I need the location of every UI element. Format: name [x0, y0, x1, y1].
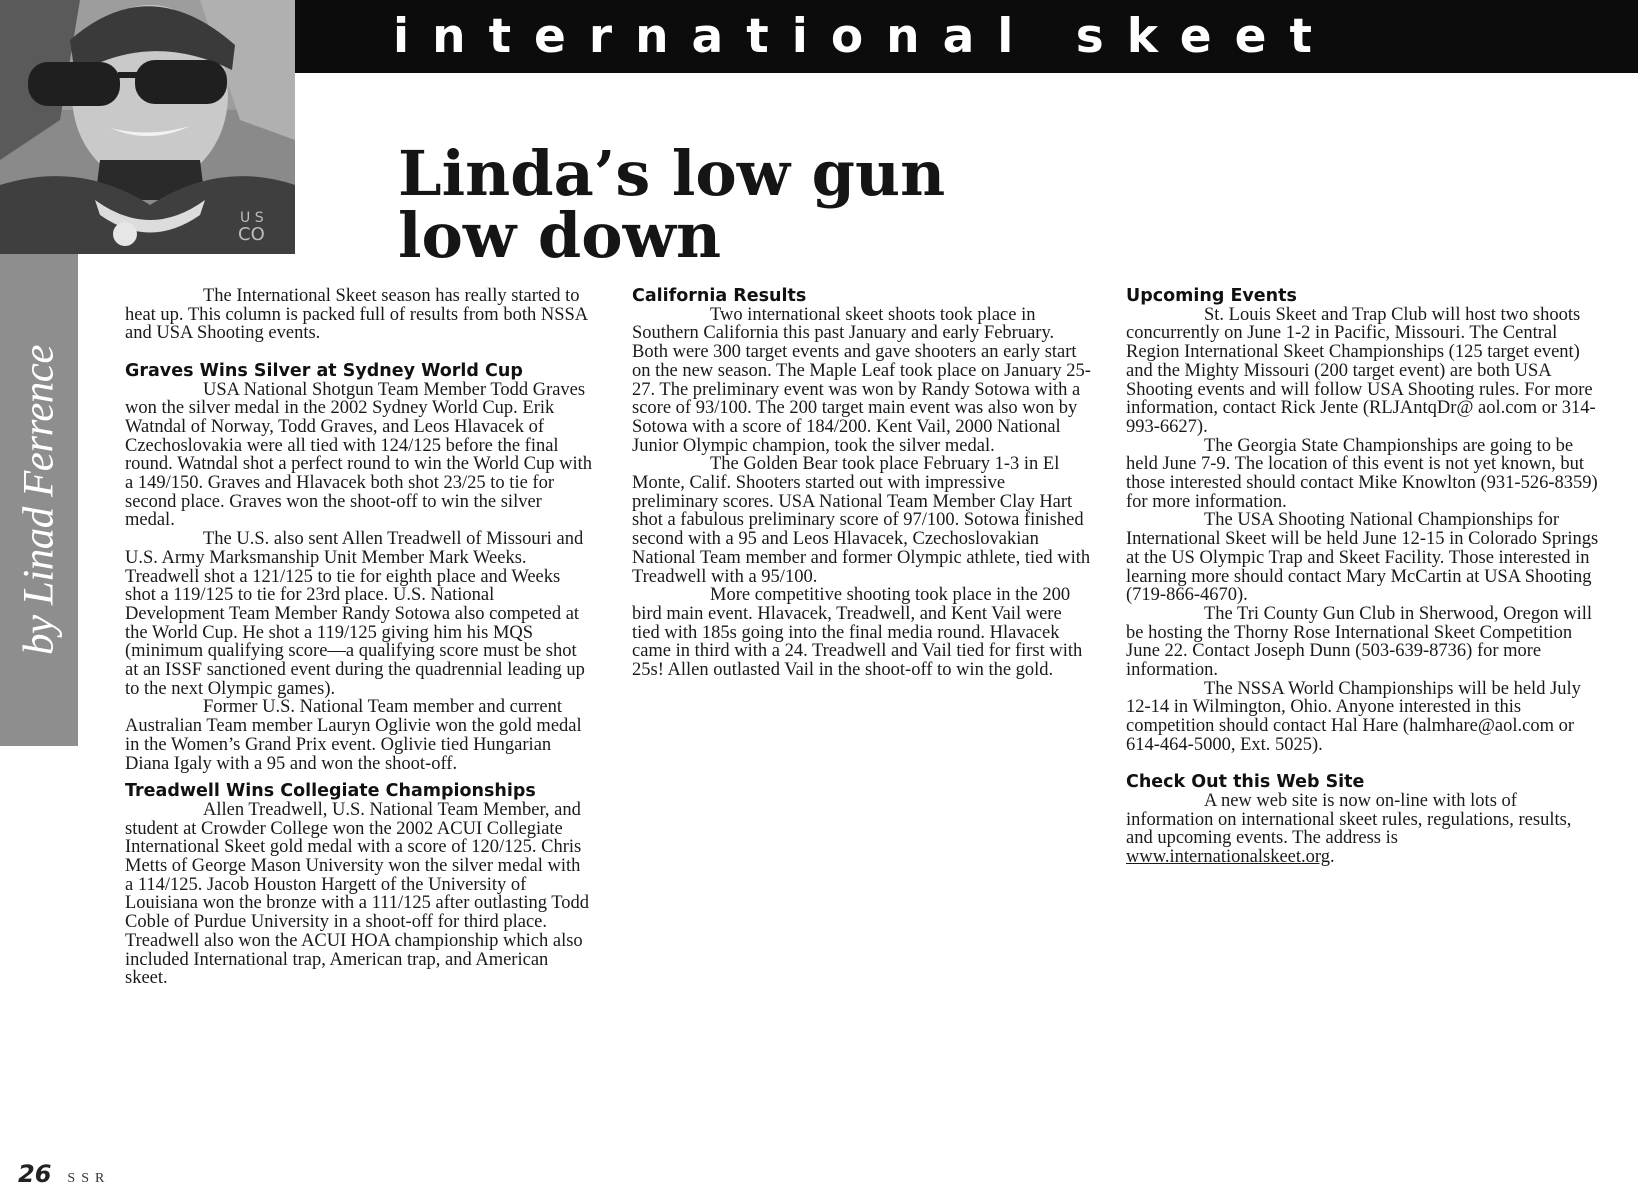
byline-bar: [0, 254, 78, 746]
body-paragraph: Allen Treadwell, U.S. National Team Member, and student at Crowder College won the 2002 ACUI Collegiate International Skeet gold medal with a score of 120/125. Chris Metts of George Mason University won the silver medal with a 114/125. Jacob Houston Hargett of the University of Louisiana won the bronze with a 111/125 after outlasting Todd Coble of Purdue University in a shoot-off for third place. Treadwell also won the ACUI HOA championship which also included International trap, American trap, and American skeet.: [125, 799, 590, 989]
article-column-2: [632, 287, 1094, 680]
section-heading: Treadwell Wins Collegiate Championships: [125, 781, 536, 802]
byline: by Linad Ferrence: [15, 345, 63, 655]
body-paragraph: The USA Shooting National Championships for International Skeet will be held June 12-15 in Colorado Springs at the US Olympic Trap and Skeet Facility. Those interested in learning more should contact Mary McCartin at USA Shooting (719-866-4670).: [1126, 510, 1599, 606]
web-site-link[interactable]: www.internationalskeet.org: [1126, 847, 1330, 868]
section-heading: Graves Wins Silver at Sydney World Cup: [125, 360, 523, 381]
body-paragraph: [1126, 792, 1602, 867]
headline-line-2: low down: [398, 199, 722, 272]
publication-name: SSR: [67, 1171, 111, 1186]
page-number: 26: [18, 1160, 52, 1188]
body-paragraph: The Georgia State Championships are going to be held June 7-9. The location of this event is not yet known, but those interested should contact Mike Knowlton (931-526-8359) for more information.: [1126, 435, 1598, 512]
body-paragraph: St. Louis Skeet and Trap Club will host two shoots concurrently on June 1-2 in Pacific, Missouri. The Central Region International Skeet Championships (125 target event) and the Mighty Missouri (200 target event) are both USA Shooting events and will follow USA Shooting rules. For more information, contact Rick Jente (RLJAntqDr@ aol.com or 314-993-6627).: [1126, 304, 1596, 437]
body-paragraph: The U.S. also sent Allen Treadwell of Missouri and U.S. Army Marksmanship Unit Member Mark Weeks. Treadwell shot a 121/125 to tie for eighth place and Weeks shot a 119/125 to tie for 23rd place. U.S. National Development Team Member Randy Sotowa also competed at the World Cup. He shot a 119/125 giving him his MQS (minimum qualifying score—a qualifying score must be shot at an ISSF sanctioned event during the quadrennial leading up to the next Olympic games).: [125, 529, 585, 699]
shirt-text: U S: [240, 210, 264, 226]
article-column-1: [125, 287, 593, 988]
body-paragraph: More competitive shooting took place in the 200 bird main event. Hlavacek, Treadwell, and Kent Vail were tied with 185s going into the final media round. Hlavacek came in third with a 24. Treadwell and Vail tied for first with 25s! Allen outlasted Vail in the shoot-off to win the gold.: [632, 585, 1083, 681]
section-heading: Upcoming Events: [1126, 286, 1297, 306]
author-photo: [0, 0, 295, 254]
body-paragraph: The Golden Bear took place February 1-3 in El Monte, Calif. Shooters started out with impressive preliminary scores. USA National Team Member Clay Hart shot a fabulous preliminary score of 97/100. Sotowa finished second with a 95 and Leos Hlavacek, Czechoslovakian National Team member and former Olympic athlete, tied with Treadwell with a 95/100.: [632, 454, 1091, 587]
link-suffix: .: [1329, 847, 1335, 868]
section-banner: [295, 0, 1638, 73]
shirt-logo: CO: [238, 224, 265, 245]
body-paragraph: Two international skeet shoots took place in Southern California this past January and early February. Both were 300 target events and gave shooters an early start on the new season. The Maple Leaf took place on January 25-27. The preliminary event was won by Randy Sotowa with a score of 93/100. The 200 target main event was also won by Sotowa with a score of 184/200. Kent Vail, 2000 National Junior Olympic champion, took the silver medal.: [632, 304, 1091, 456]
body-paragraph: The NSSA World Championships will be held July 12-14 in Wilmington, Ohio. Anyone interested in this competition should contact Hal Hare (halmhare@aol.com or 614-464-5000, Ext. 5025).: [1126, 678, 1581, 755]
intro-paragraph: The International Skeet season has really started to heat up. This column is packed full of results from both NSSA and USA Shooting events.: [125, 286, 588, 344]
headline-line-1: Linda’s low gun: [398, 137, 946, 210]
page-footer: [18, 1160, 110, 1188]
body-paragraph: Former U.S. National Team member and current Australian Team member Lauryn Oglivie won the gold medal in the Women’s Grand Prix event. Oglivie tied Hungarian Diana Igaly with a 95 and won the shoot-off.: [125, 697, 582, 774]
web-site-text: A new web site is now on-line with lots of information on international skeet rules, regulations, results, and upcoming events. The address is: [1126, 790, 1572, 849]
section-heading: Check Out this Web Site: [1126, 772, 1365, 793]
headline: [398, 137, 1298, 272]
section-heading: California Results: [632, 286, 807, 306]
body-paragraph: USA National Shotgun Team Member Todd Graves won the silver medal in the 2002 Sydney World Cup. Erik Watndal of Norway, Todd Graves, and Leos Hlavacek of Czechoslovakia were all tied with 124/125 before the final round. Watndal shot a perfect round to win the World Cup with a 149/150. Graves and Hlavacek both shot 23/25 to tie for second place. Graves won the shoot-off to win the silver medal.: [125, 379, 592, 531]
section-title: international skeet: [393, 9, 1335, 64]
body-paragraph: The Tri County Gun Club in Sherwood, Oregon will be hosting the Thorny Rose International Skeet Competition June 22. Contact Joseph Dunn (503-639-8736) for more information.: [1126, 603, 1592, 681]
article-column-3: [1126, 287, 1602, 867]
